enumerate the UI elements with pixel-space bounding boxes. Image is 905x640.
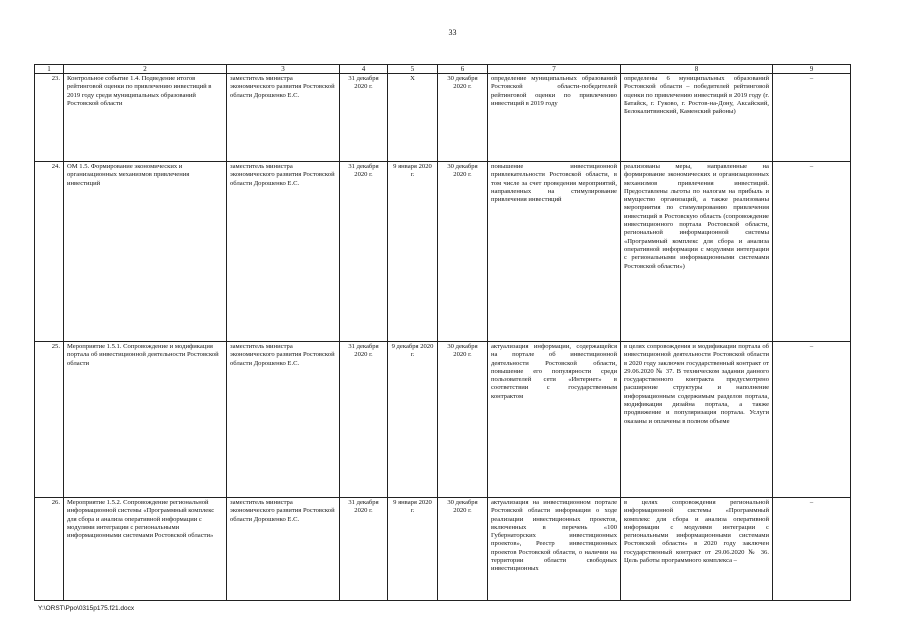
actual-start: 9 января 2020 г. <box>388 498 438 601</box>
event-name: ОМ 1.5. Формирование экономических и организационных механизмов привлечения инвестиций <box>64 162 227 342</box>
table-row <box>35 162 851 342</box>
note: – <box>773 74 851 162</box>
row-number: 24. <box>35 162 64 342</box>
row-number: 26. <box>35 498 64 601</box>
actual-result: в целях сопровождения региональной информационной системы «Программный комплекс для сбора и анализа оперативной информации с модулями интеграции с региональными информационными системами Ростовской области» в 2020 году заключен государственный контракт от 29.06.2020 № 36. Цель работы программного комплекса – <box>621 498 773 601</box>
actual-result: реализованы меры, направленные на формирование экономических и организационных механизмов привлечения инвестиций. Предоставлены льготы по налогам на прибыль и имущество организаций, а также реализованы мероприятия по стимулированию привлечения инвестиций в Ростовскую область (сопровождение инвестиционного портала Ростовской области, региональной информационной системы «Программный комплекс для сбора и анализа оперативной информации с модулями интеграции с региональными информационными системами Ростовской области») <box>621 162 773 342</box>
planned-date: 31 декабря 2020 г. <box>340 74 388 162</box>
actual-result: в целях сопровождения и модификации портала об инвестиционной деятельности Ростовской области в 2020 году заключен государственный контракт от 29.06.2020 № 37. В техническом задании данного государственного контракта предусмотрено расширение структуры и наполнение информационным содержимым разделов портала, модификация дизайна портала, а также продвижение и популяризация портала. Услуги оказаны и оплачены в полном объеме <box>621 342 773 498</box>
note: – <box>773 342 851 498</box>
actual-end: 30 декабря 2020 г. <box>438 162 488 342</box>
event-name: Контрольное событие 1.4. Подведение итогов рейтинговой оценки по привлечению инвестиций в 2019 году среди муниципальных образований Ростовской области <box>64 74 227 162</box>
column-header: 8 <box>621 65 773 74</box>
responsible: заместитель министра экономического развития Ростовской области Дорошенко Е.С. <box>227 342 340 498</box>
planned-result: повышение инвестиционной привлекательности Ростовской области, в том числе за счет проведения мероприятий, направленных на стимулирование привлечения инвестиций <box>488 162 621 342</box>
responsible: заместитель министра экономического развития Ростовской области Дорошенко Е.С. <box>227 74 340 162</box>
note: – <box>773 498 851 601</box>
actual-end: 30 декабря 2020 г. <box>438 498 488 601</box>
actual-result: определены 6 муниципальных образований Ростовской области – победителей рейтинговой оценки по привлечению инвестиций в 2019 году (г. Батайск, г. Гуково, г. Ростов-на-Дону, Аксайский, Белокалитвинский, Каменский районы) <box>621 74 773 162</box>
table-row <box>35 74 851 162</box>
responsible: заместитель министра экономического развития Ростовской области Дорошенко Е.С. <box>227 498 340 601</box>
column-header: 4 <box>340 65 388 74</box>
column-header: 5 <box>388 65 438 74</box>
column-header: 3 <box>227 65 340 74</box>
planned-result: актуализация на инвестиционном портале Ростовской области информации о ходе реализации инвестиционных проектов, включенных в перечень «100 Губернаторских инвестиционных проектов», Реестр инвестиционных проектов Ростовской области, о наличии на территории области свободных инвестиционных <box>488 498 621 601</box>
planned-result: актуализация информации, содержащейся на портале об инвестиционной деятельности Ростовской области, повышение его популярности среди пользователей сети «Интернет» в соответствии с государственным контрактом <box>488 342 621 498</box>
column-header: 7 <box>488 65 621 74</box>
file-path-footer: Y:\ORST\Ppo\0315p175.f21.docx <box>38 605 135 612</box>
table-row <box>35 342 851 498</box>
responsible: заместитель министра экономического развития Ростовской области Дорошенко Е.С. <box>227 162 340 342</box>
column-header: 1 <box>35 65 64 74</box>
planned-date: 31 декабря 2020 г. <box>340 162 388 342</box>
column-header: 2 <box>64 65 227 74</box>
planned-date: 31 декабря 2020 г. <box>340 498 388 601</box>
column-header: 9 <box>773 65 851 74</box>
table-row <box>35 498 851 601</box>
actual-start: 9 декабря 2020 г. <box>388 342 438 498</box>
actual-end: 30 декабря 2020 г. <box>438 342 488 498</box>
actual-start: 9 января 2020 г. <box>388 162 438 342</box>
row-number: 25. <box>35 342 64 498</box>
report-table <box>34 64 851 601</box>
planned-result: определение муниципальных образований Ростовской области-победителей рейтинговой оценки по привлечению инвестиций в 2019 году <box>488 74 621 162</box>
actual-start: Х <box>388 74 438 162</box>
column-number-row <box>35 65 851 74</box>
actual-end: 30 декабря 2020 г. <box>438 74 488 162</box>
event-name: Мероприятие 1.5.2. Сопровождение региональной информационной системы «Программный комплекс для сбора и анализа оперативной информации с модулями интеграции с региональными информационными системами Ростовской области» <box>64 498 227 601</box>
column-header: 6 <box>438 65 488 74</box>
event-name: Мероприятие 1.5.1. Сопровождение и модификация портала об инвестиционной деятельности Ростовской области <box>64 342 227 498</box>
note: – <box>773 162 851 342</box>
row-number: 23. <box>35 74 64 162</box>
planned-date: 31 декабря 2020 г. <box>340 342 388 498</box>
page-number: 33 <box>448 28 457 37</box>
